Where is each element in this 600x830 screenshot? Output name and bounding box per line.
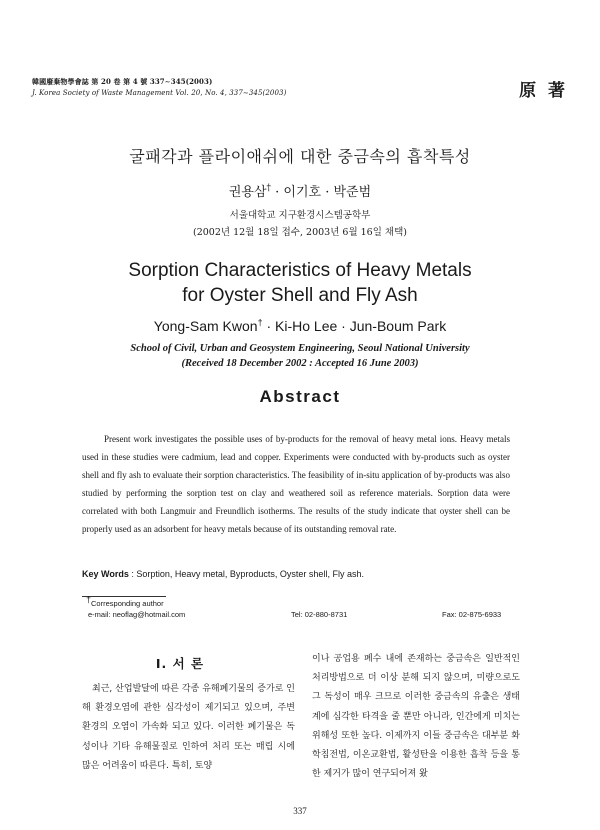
english-title-line-1: Sorption Characteristics of Heavy Metals	[128, 260, 472, 281]
english-author-rest: · Ki-Ho Lee · Jun-Boum Park	[262, 318, 447, 334]
abstract-body: Present work investigates the possible uses of by-products for the removal of heavy metal ions. Heavy metals used in these studies were cadmium, lead and copper. Experiments were conducted with by-products such as oyster shell and fly ash to evaluate their sorption characteristics. The feasibility of in-situ application of by-products was also studied by performing the sorption test on clay and weathered soil as reference materials. Sorption data were correlated with both Langmuir and Freundlich isotherms. The results of the study indicate that oyster shell can be properly used as an adsorbent for heavy metals because of its outstanding removal rate.	[82, 434, 510, 534]
journal-header-korean: 韓國廢棄物學會誌 第 20 卷 第 4 號 337∼345(2003)	[32, 77, 213, 86]
korean-title: 굴패각과 플라이애쉬에 대한 중금속의 흡착특성	[129, 147, 471, 166]
english-affiliation: School of Civil, Urban and Geosystem Engineering, Seoul National University	[130, 343, 470, 354]
keywords	[82, 569, 364, 579]
korean-author-1: 권용삼	[228, 185, 267, 200]
dagger-mark: †	[266, 183, 272, 194]
footnote-fax: Fax: 02-875-6933	[442, 610, 502, 619]
dagger-mark: †	[257, 317, 263, 328]
english-authors	[0, 318, 600, 334]
keywords-label: Key Words	[82, 569, 129, 579]
footnote-tel: Tel: 02-880-8731	[291, 610, 348, 619]
body-text-left-column: 최근, 산업발달에 따른 각종 유해폐기물의 증가로 인해 환경오염에 관한 심각성이 제기되고 있으며, 주변 환경의 오염이 가속화 되고 있다. 이러한 폐기물은 독성이나 기타 유해물질로 인하여 처리 또는 매립 시에 많은 어려움이 따른다. 특히, 토양	[82, 684, 295, 771]
english-author-1: Yong-Sam Kwon	[153, 318, 258, 334]
footnote-divider	[82, 596, 166, 597]
korean-author-rest: · 이기호 · 박준범	[271, 185, 372, 200]
korean-authors	[0, 181, 600, 200]
korean-affiliation: 서울대학교 지구환경시스템공학부	[229, 210, 371, 221]
english-dates: (Received 18 December 2002 : Accepted 16 June 2003)	[181, 358, 419, 369]
body-text-right-column: 이나 공업용 폐수 내에 존재하는 중금속은 일반적인 처리방법으로 더 이상 분해 되지 않으며, 미량으로도 그 독성이 매우 크므로 이러한 중금속의 유출은 생태계에 심각한 타격을 줄 뿐만 아니라, 인간에게 미치는 위해성 또한 높다. 이제까지 이들 중금속은 대부분 화학침전법, 이온교환법, 활성탄을 이용한 흡착 등을 통한 제거가 많이 연구되어져 왔	[312, 654, 520, 780]
corresponding-label: Corresponding author	[91, 599, 164, 608]
footnote-email: e-mail: neoflag@hotmail.com	[88, 610, 186, 619]
korean-dates: (2002년 12월 18일 접수, 2003년 6월 16일 채택)	[192, 227, 407, 238]
footnote-corresponding	[86, 594, 164, 608]
english-title-line-2: for Oyster Shell and Fly Ash	[182, 285, 418, 306]
article-type-label: 原 著	[519, 81, 568, 101]
abstract-heading: Abstract	[259, 387, 341, 406]
section-heading: Ⅰ. 서 론	[155, 656, 205, 671]
journal-header-english: J. Korea Society of Waste Management Vol. 20, No. 4, 337∼345(2003)	[32, 89, 287, 97]
keywords-text: : Sorption, Heavy metal, Byproducts, Oyster shell, Fly ash.	[128, 569, 364, 579]
dagger-mark: †	[86, 594, 92, 605]
page-number: 337	[293, 806, 307, 816]
